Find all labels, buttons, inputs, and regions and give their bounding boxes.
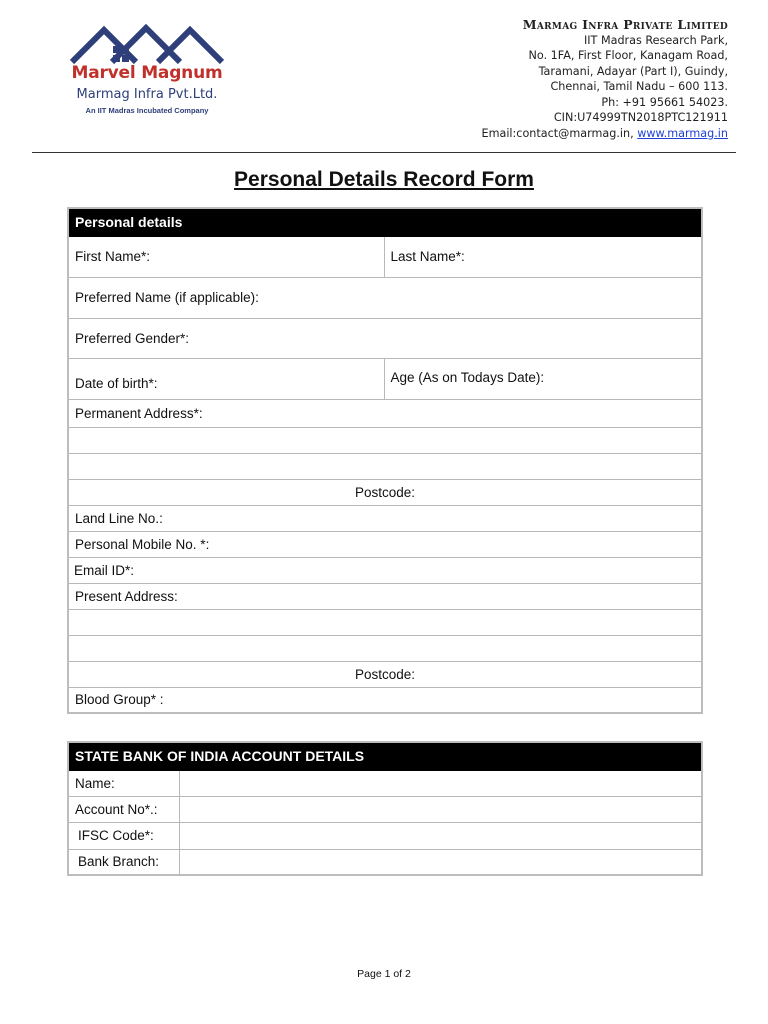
address-line: No. 1FA, First Floor, Kanagam Road,	[528, 49, 728, 62]
email-row	[68, 557, 702, 583]
brand-tagline: An IIT Madras Incubated Company	[85, 106, 209, 115]
blood-group-field[interactable]: Blood Group* :	[68, 687, 702, 713]
permanent-address-field[interactable]: Permanent Address*:	[68, 399, 702, 427]
account-no-label: Account No*.:	[68, 796, 179, 822]
present-address-row	[68, 583, 702, 609]
form-title: Personal Details Record Form	[234, 168, 534, 191]
blank-field[interactable]	[68, 635, 702, 661]
gender-row	[68, 318, 702, 358]
bank-name-label: Name:	[68, 770, 179, 796]
landline-row	[68, 505, 702, 531]
brand-subtitle: Marmag Infra Pvt.Ltd.	[76, 87, 218, 102]
cin-line: CIN:U74999TN2018PTC121911	[553, 111, 728, 124]
account-no-input[interactable]	[179, 796, 702, 822]
personal-details-table	[67, 207, 703, 714]
present-postcode-field[interactable]: Postcode:	[68, 661, 702, 687]
blank-field[interactable]	[68, 427, 702, 453]
company-name: Marmag Infra Private Limited	[522, 17, 728, 32]
mobile-field[interactable]: Personal Mobile No. *:	[68, 531, 702, 557]
brand-name: Marvel Magnum	[71, 63, 223, 83]
personal-details-heading: Personal details	[68, 208, 702, 236]
permanent-postcode-row	[68, 479, 702, 505]
permanent-address-line-3	[68, 453, 702, 479]
blood-group-row	[68, 687, 702, 713]
landline-field[interactable]: Land Line No.:	[68, 505, 702, 531]
branch-label: Bank Branch:	[68, 849, 179, 875]
branch-input[interactable]	[179, 849, 702, 875]
section-header-row	[68, 208, 702, 236]
contact-line	[482, 126, 729, 142]
email-text: Email:contact@marmag.in,	[481, 126, 634, 140]
blank-field[interactable]	[68, 609, 702, 635]
bank-name-input[interactable]	[179, 770, 702, 796]
website-link[interactable]: www.marmag.in	[637, 126, 728, 140]
ifsc-row	[68, 822, 702, 849]
present-address-line-2	[68, 609, 702, 635]
blank-field[interactable]	[68, 453, 702, 479]
company-address-block	[482, 17, 729, 141]
preferred-name-field[interactable]: Preferred Name (if applicable):	[68, 277, 702, 318]
branch-row	[68, 849, 702, 875]
section-header-row	[68, 742, 702, 770]
preferred-name-row	[68, 277, 702, 318]
address-line: Taramani, Adayar (Part I), Guindy,	[538, 64, 728, 78]
ifsc-label: IFSC Code*:	[68, 822, 179, 849]
present-postcode-row	[68, 661, 702, 687]
ifsc-input[interactable]	[179, 822, 702, 849]
permanent-address-line-2	[68, 427, 702, 453]
age-field[interactable]: Age (As on Todays Date):	[384, 358, 702, 399]
address-line: Chennai, Tamil Nadu – 600 113.	[550, 80, 728, 93]
page-number: Page 1 of 2	[357, 968, 411, 980]
address-line: IIT Madras Research Park,	[583, 33, 728, 47]
email-field[interactable]: Email ID*:	[68, 557, 702, 583]
present-address-line-3	[68, 635, 702, 661]
date-of-birth-field[interactable]: Date of birth*:	[68, 358, 384, 399]
last-name-field[interactable]: Last Name*:	[384, 236, 702, 277]
bank-name-row	[68, 770, 702, 796]
header-divider	[32, 152, 736, 153]
phone-line: Ph: +91 95661 54023.	[601, 95, 728, 109]
preferred-gender-field[interactable]: Preferred Gender*:	[68, 318, 702, 358]
bank-details-table	[67, 741, 703, 876]
permanent-postcode-field[interactable]: Postcode:	[68, 479, 702, 505]
dob-age-row	[68, 358, 702, 399]
bank-details-heading: STATE BANK OF INDIA ACCOUNT DETAILS	[68, 742, 702, 770]
mobile-row	[68, 531, 702, 557]
name-row	[68, 236, 702, 277]
account-no-row	[68, 796, 702, 822]
first-name-field[interactable]: First Name*:	[68, 236, 384, 277]
present-address-field[interactable]: Present Address:	[68, 583, 702, 609]
permanent-address-row	[68, 399, 702, 427]
